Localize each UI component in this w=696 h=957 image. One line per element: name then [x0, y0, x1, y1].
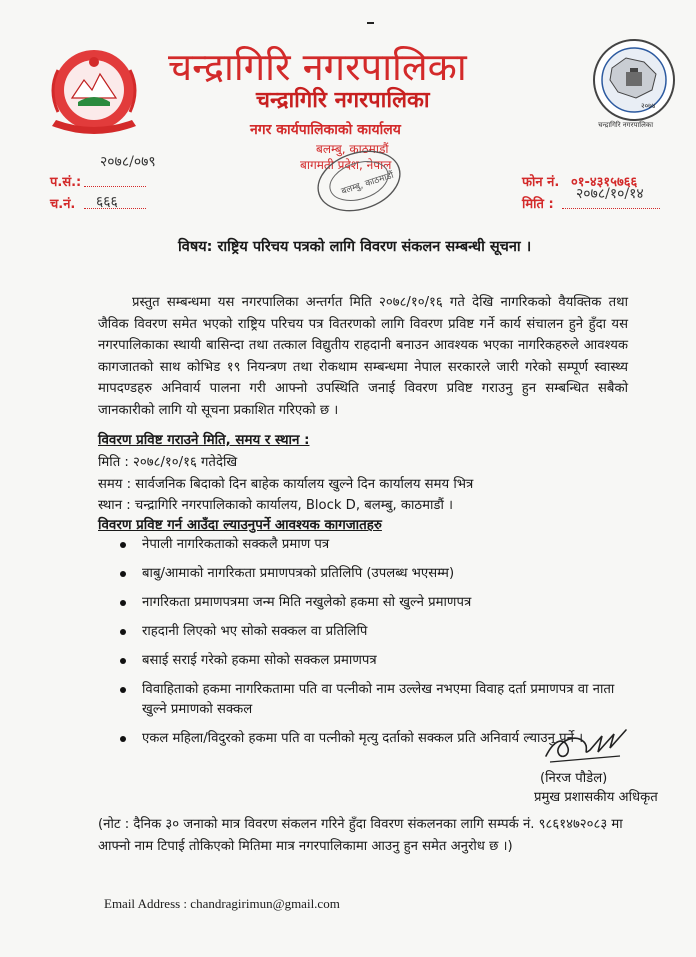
address-line-1: बलम्बु, काठमाडौं	[316, 142, 389, 156]
bullet-icon	[120, 658, 126, 664]
signatory-title: प्रमुख प्रशासकीय अधिकृत	[534, 790, 658, 805]
bullet-icon	[120, 542, 126, 548]
date-dotline	[562, 208, 660, 209]
list-item: नागरिकता प्रमाणपत्रमा जन्म मिति नखुलेको हकमा सो खुल्ने प्रमाणपत्र	[120, 593, 640, 613]
ps-dotline	[84, 186, 146, 187]
contact-note: (नोट : दैनिक ३० जनाको मात्र विवरण संकलन गरिने हुँदा विवरण संकलनका लागि सम्पर्क नं. ९८६१४७२०८३ मा आफ्नो नाम टिपाई तोकिएको मितिमा मात्र नगरपालिकामा आउनु हुन समेत अनुरोध छ ।)	[98, 817, 623, 854]
ps-value: २०७८/०७९	[100, 154, 156, 170]
list-item: एकल महिला/विदुरको हकमा पति वा पत्नीको मृत्यु दर्ताको सक्कल प्रति अनिवार्य ल्याउनु पर्ने ।	[120, 729, 640, 749]
chn-label: च.नं.	[50, 197, 76, 212]
logo-right-caption: चन्द्रागिरि नगरपालिका	[598, 121, 654, 129]
schedule-heading: विवरण प्रविष्ट गराउने मिति, समय र स्थान :	[98, 433, 310, 448]
list-item: बाबु/आमाको नागरिकता प्रमाणपत्रको प्रतिलिपि (उपलब्ध भएसम्म)	[120, 564, 640, 584]
chn-value: ६६६	[96, 194, 118, 210]
subject: विषय: राष्ट्रिय परिचय पत्रको लागि विवरण संकलन सम्बन्धी सूचना ।	[178, 239, 532, 255]
date-value: २०७८/१०/१४	[576, 186, 644, 202]
schedule-time: समय : सार्वजनिक बिदाको दिन बाहेक कार्यालय खुल्ने दिन कार्यालय समय भित्र	[98, 477, 474, 492]
signatory-name: (निरज पौडेल)	[540, 771, 608, 786]
bullet-icon	[120, 736, 126, 742]
municipality-title-newari: चन्द्रागिरि नगरपालिका	[256, 88, 430, 113]
phone-label: फोन नं.	[522, 175, 560, 190]
municipality-title: चन्द्रागिरि नगरपालिका	[168, 45, 467, 89]
documents-heading: विवरण प्रविष्ट गर्न आउँदा ल्याउनुपर्ने आवश्यक कागजातहरु	[98, 518, 382, 533]
bullet-icon	[120, 629, 126, 635]
phone-value: ०१-४३१५७६६	[571, 175, 638, 190]
handwritten-signature	[540, 722, 630, 768]
bullet-icon	[120, 571, 126, 577]
email-address: Email Address : chandragirimun@gmail.com	[104, 896, 340, 911]
schedule-place: स्थान : चन्द्रागिरि नगरपालिकाको कार्यालय, Block D, बलम्बु, काठमाडौं ।	[98, 498, 454, 513]
ps-label: प.सं.:	[50, 175, 82, 190]
bullet-icon	[120, 600, 126, 606]
body-paragraph: प्रस्तुत सम्बन्धमा यस नगरपालिका अन्तर्गत मिति २०७८/१०/१६ गते देखि नागरिकको वैयक्तिक तथा जैविक विवरण समेत भएको राष्ट्रिय परिचय पत्र वितरणको लागि विवरण प्रविष्ट गर्ने कार्य संचालन हुने हुँदा यस नगरपालिकाका स्थायी बासिन्दा तथा तत्काल विद्युतीय राहदानी बनाउन आवश्यक भएका नागरिकहरुले आवश्यक कागजातको साथ कोभिड १९ नियन्त्रण तथा रोकथाम सम्बन्धमा नेपाल सरकारले जारी गरेको सम्पूर्ण स्वास्थ्य मापदण्डहरु अनिवार्य पालना गरी आफ्नो उपस्थिति जनाई विवरण प्रविष्ट गराउनु हुन सम्बन्धित सबैको जानकारीको लागि यो सूचना प्रकाशित गरिएको छ ।	[98, 295, 628, 418]
schedule-date: मिति : २०७८/१०/१६ गतेदेखि	[98, 455, 238, 470]
list-item: नेपाली नागरिकताको सक्कलै प्रमाण पत्र	[120, 535, 640, 555]
chn-dotline	[84, 208, 146, 209]
list-item: विवाहिताको हकमा नागरिकतामा पति वा पत्नीको नाम उल्लेख नभएमा विवाह दर्ता प्रमाणपत्र वा नाता खुल्ने प्रमाणको सक्कल	[120, 680, 640, 720]
stamp-text: बलम्बु, काठमाडौं	[340, 170, 396, 198]
top-mark	[367, 22, 374, 24]
svg-text:२०७४: २०७४	[641, 102, 656, 110]
address-line-2: बागमती प्रदेश, नेपाल	[300, 158, 392, 172]
list-item: बसाई सराई गरेको हकमा सोको सक्कल प्रमाणपत्र	[120, 651, 640, 671]
list-item: राहदानी लिएको भए सोको सक्कल वा प्रतिलिपि	[120, 622, 640, 642]
office-name: नगर कार्यपालिकाको कार्यालय	[250, 122, 401, 138]
date-label: मिति :	[522, 197, 554, 212]
bullet-icon	[120, 687, 126, 693]
municipality-logo	[592, 38, 676, 122]
nepal-emblem-logo	[40, 40, 148, 142]
